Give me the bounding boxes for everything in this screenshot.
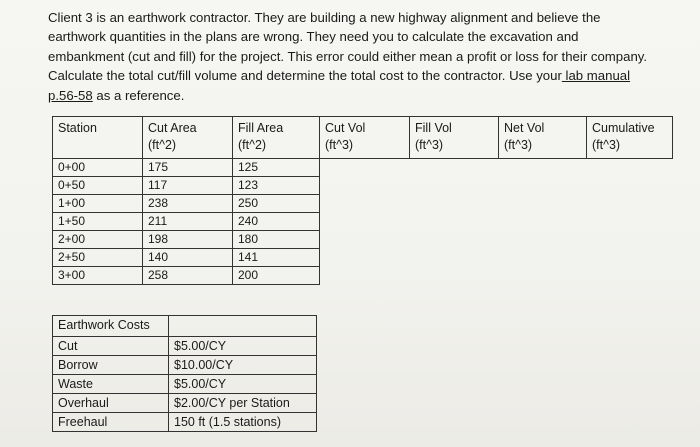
prompt-line-5-text: as a reference. xyxy=(92,87,185,103)
cost-row xyxy=(53,356,317,375)
header-cumulative: Cumulative (ft^3) xyxy=(587,117,673,159)
page-reference: p.56-58 xyxy=(48,87,93,103)
costs-title-row xyxy=(53,316,317,337)
cost-value: $5.00/CY xyxy=(169,375,317,394)
lab-manual-reference: lab manual xyxy=(561,68,631,84)
station-cell: 0+00 xyxy=(53,159,143,177)
cost-label: Borrow xyxy=(53,356,169,375)
cost-value: 150 ft (1.5 stations) xyxy=(169,413,317,432)
header-cut-area: Cut Area (ft^2) xyxy=(143,117,233,159)
table-row xyxy=(53,159,673,177)
prompt-line-4-text: Calculate the total cut/fill volume and determine the total cost to the contractor. Use your xyxy=(48,68,562,84)
cost-label: Freehaul xyxy=(53,413,169,432)
prompt-line-5 xyxy=(48,86,688,105)
cut-area-cell: 198 xyxy=(143,231,233,249)
prompt-line-3: embankment (cut and fill) for the project. This error could either mean a profit or loss for their company. xyxy=(48,48,648,64)
cost-row xyxy=(53,394,317,413)
header-station: Station xyxy=(53,117,143,159)
fill-area-cell: 250 xyxy=(233,195,320,213)
fill-area-cell: 123 xyxy=(233,177,320,195)
cost-row xyxy=(53,413,317,432)
station-cell: 1+00 xyxy=(53,195,143,213)
cost-label: Cut xyxy=(53,337,169,356)
cost-value: $2.00/CY per Station xyxy=(169,394,317,413)
cost-value: $10.00/CY xyxy=(169,356,317,375)
station-cell: 2+00 xyxy=(53,231,143,249)
cut-area-cell: 175 xyxy=(143,159,233,177)
earthwork-costs-table xyxy=(52,315,317,432)
header-net-vol: Net Vol (ft^3) xyxy=(499,117,587,159)
cut-area-cell: 258 xyxy=(143,267,233,285)
cost-row xyxy=(53,375,317,394)
station-cell: 2+50 xyxy=(53,249,143,267)
table-header-row xyxy=(53,117,673,159)
station-cell: 1+50 xyxy=(53,213,143,231)
header-fill-area: Fill Area (ft^2) xyxy=(233,117,320,159)
table-row xyxy=(53,213,673,231)
fill-area-cell: 240 xyxy=(233,213,320,231)
station-cell: 0+50 xyxy=(53,177,143,195)
header-fill-vol: Fill Vol (ft^3) xyxy=(410,117,499,159)
cost-label: Overhaul xyxy=(53,394,169,413)
table-row xyxy=(53,177,673,195)
cost-row xyxy=(53,337,317,356)
costs-title: Earthwork Costs xyxy=(53,316,169,337)
cut-area-cell: 211 xyxy=(143,213,233,231)
prompt-line-2: earthwork quantities in the plans are wrong. They need you to calculate the excavation and xyxy=(48,29,579,45)
cut-area-cell: 140 xyxy=(143,249,233,267)
table-row xyxy=(53,267,673,285)
cost-label: Waste xyxy=(53,375,169,394)
prompt-line-4 xyxy=(48,66,688,85)
fill-area-cell: 125 xyxy=(233,159,320,177)
fill-area-cell: 180 xyxy=(233,231,320,249)
table-row xyxy=(53,249,673,267)
table-row xyxy=(53,195,673,213)
fill-area-cell: 141 xyxy=(233,249,320,267)
header-cut-vol: Cut Vol (ft^3) xyxy=(320,117,410,159)
earthwork-quantities-table xyxy=(52,116,673,285)
cut-area-cell: 238 xyxy=(143,195,233,213)
cost-value: $5.00/CY xyxy=(169,337,317,356)
problem-statement xyxy=(48,8,688,105)
costs-title-spacer xyxy=(169,316,317,337)
fill-area-cell: 200 xyxy=(233,267,320,285)
table-row xyxy=(53,231,673,249)
cut-area-cell: 117 xyxy=(143,177,233,195)
prompt-line-1: Client 3 is an earthwork contractor. They are building a new highway alignment and believe the xyxy=(48,10,601,25)
station-cell: 3+00 xyxy=(53,267,143,285)
